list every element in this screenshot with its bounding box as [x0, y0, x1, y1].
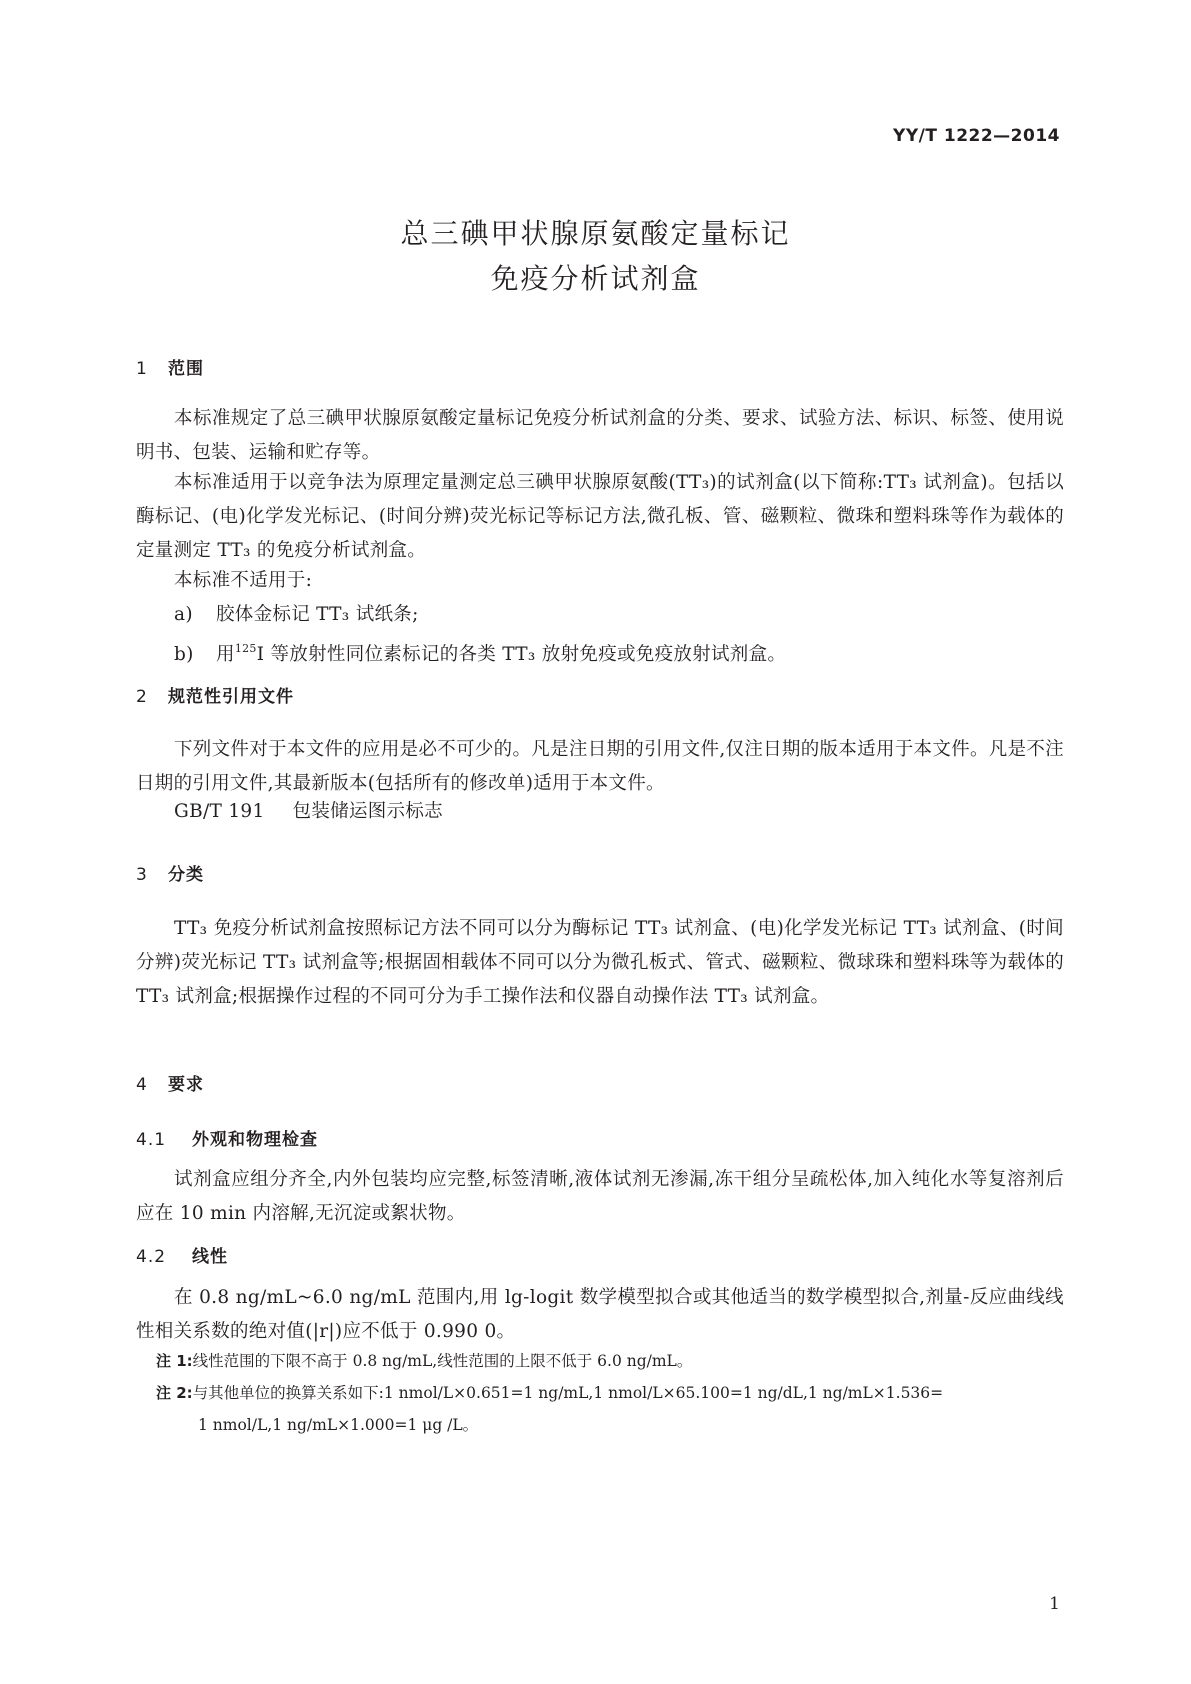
section-number: 1 — [136, 359, 148, 379]
section-title: 线性 — [192, 1247, 228, 1267]
list-item — [174, 632, 786, 672]
paragraph: 在 0.8 ng/mL~6.0 ng/mL 范围内,用 lg-logit 数学模型拟合或其他适当的数学模型拟合,剂量-反应曲线线性相关系数的绝对值(|r|)应不低于 0.990 0。 — [136, 1287, 1064, 1342]
note-text: 与其他单位的换算关系如下:1 nmol/L×0.651=1 ng/mL,1 nmol/L×65.100=1 ng/dL,1 ng/mL×1.536= — [192, 1384, 944, 1402]
section-number: 4.1 — [136, 1130, 167, 1150]
section-title: 范围 — [168, 359, 204, 379]
superscript: 125 — [234, 642, 257, 655]
note-label: 注 2: — [156, 1384, 193, 1402]
paragraph: TT₃ 免疫分析试剂盒按照标记方法不同可以分为酶标记 TT₃ 试剂盒、(电)化学发光标记 TT₃ 试剂盒、(时间分辨)荧光标记 TT₃ 试剂盒等;根据固相载体不同可以分为微孔板式、管式、磁颗粒、微球珠和塑料珠等为载体的 TT₃ 试剂盒;根据操作过程的不同可分为手工操作法和仪器自动操作法 TT₃ 试剂盒。 — [136, 918, 1064, 1007]
paragraph: 本标准规定了总三碘甲状腺原氨酸定量标记免疫分析试剂盒的分类、要求、试验方法、标识、标签、使用说明书、包装、运输和贮存等。 — [136, 408, 1064, 463]
paragraph: 试剂盒应组分齐全,内外包装均应完整,标签清晰,液体试剂无渗漏,冻干组分呈疏松体,加入纯化水等复溶剂后应在 10 min 内溶解,无沉淀或絮状物。 — [136, 1169, 1064, 1224]
section-number: 2 — [136, 687, 148, 707]
section-number: 4.2 — [136, 1247, 167, 1267]
note — [156, 1377, 1064, 1434]
section-heading-3 — [136, 860, 204, 885]
list-item-text: 用 — [216, 644, 235, 665]
note-text: 线性范围的下限不高于 0.8 ng/mL,线性范围的上限不低于 6.0 ng/mL。 — [192, 1352, 693, 1370]
list-item-text: I 等放射性同位素标记的各类 TT₃ 放射免疫或免疫放射试剂盒。 — [256, 644, 787, 665]
paragraph: 本标准不适用于: — [174, 570, 313, 591]
section-title: 要求 — [168, 1075, 204, 1095]
section-heading-4-2 — [136, 1242, 228, 1267]
section-number: 4 — [136, 1075, 148, 1095]
list-item — [174, 598, 419, 632]
section-title: 外观和物理检查 — [192, 1130, 318, 1150]
note-text-continued: 1 nmol/L,1 ng/mL×1.000=1 μg /L。 — [198, 1416, 479, 1434]
reference-title: 包装储运图示标志 — [292, 801, 443, 822]
paragraph: 下列文件对于本文件的应用是必不可少的。凡是注日期的引用文件,仅注日期的版本适用于本文件。凡是不注日期的引用文件,其最新版本(包括所有的修改单)适用于本文件。 — [136, 739, 1064, 794]
list-item-text: 胶体金标记 TT₃ 试纸条; — [216, 604, 419, 625]
note — [156, 1345, 1064, 1377]
document-title-line-1: 总三碘甲状腺原氨酸定量标记 — [400, 217, 791, 250]
page-number: 1 — [1049, 1594, 1060, 1614]
section-heading-4-1 — [136, 1125, 318, 1150]
section-title: 规范性引用文件 — [168, 687, 294, 707]
paragraph: 本标准适用于以竞争法为原理定量测定总三碘甲状腺原氨酸(TT₃)的试剂盒(以下简称:TT₃ 试剂盒)。包括以酶标记、(电)化学发光标记、(时间分辨)荧光标记等标记方法,微孔板、管、磁颗粒、微珠和塑料珠等作为载体的定量测定 TT₃ 的免疫分析试剂盒。 — [136, 472, 1064, 561]
document-code: YY/T 1222—2014 — [893, 126, 1060, 146]
section-title: 分类 — [168, 865, 204, 885]
list-item-label: b) — [174, 644, 194, 665]
section-number: 3 — [136, 865, 148, 885]
section-heading-1 — [136, 354, 204, 379]
list-item-label: a) — [174, 604, 193, 625]
reference-code: GB/T 191 — [174, 801, 265, 822]
section-heading-2 — [136, 682, 294, 707]
note-label: 注 1: — [156, 1352, 193, 1370]
normative-reference — [174, 795, 443, 829]
section-heading-4 — [136, 1070, 204, 1095]
document-title-line-2: 免疫分析试剂盒 — [490, 262, 701, 295]
